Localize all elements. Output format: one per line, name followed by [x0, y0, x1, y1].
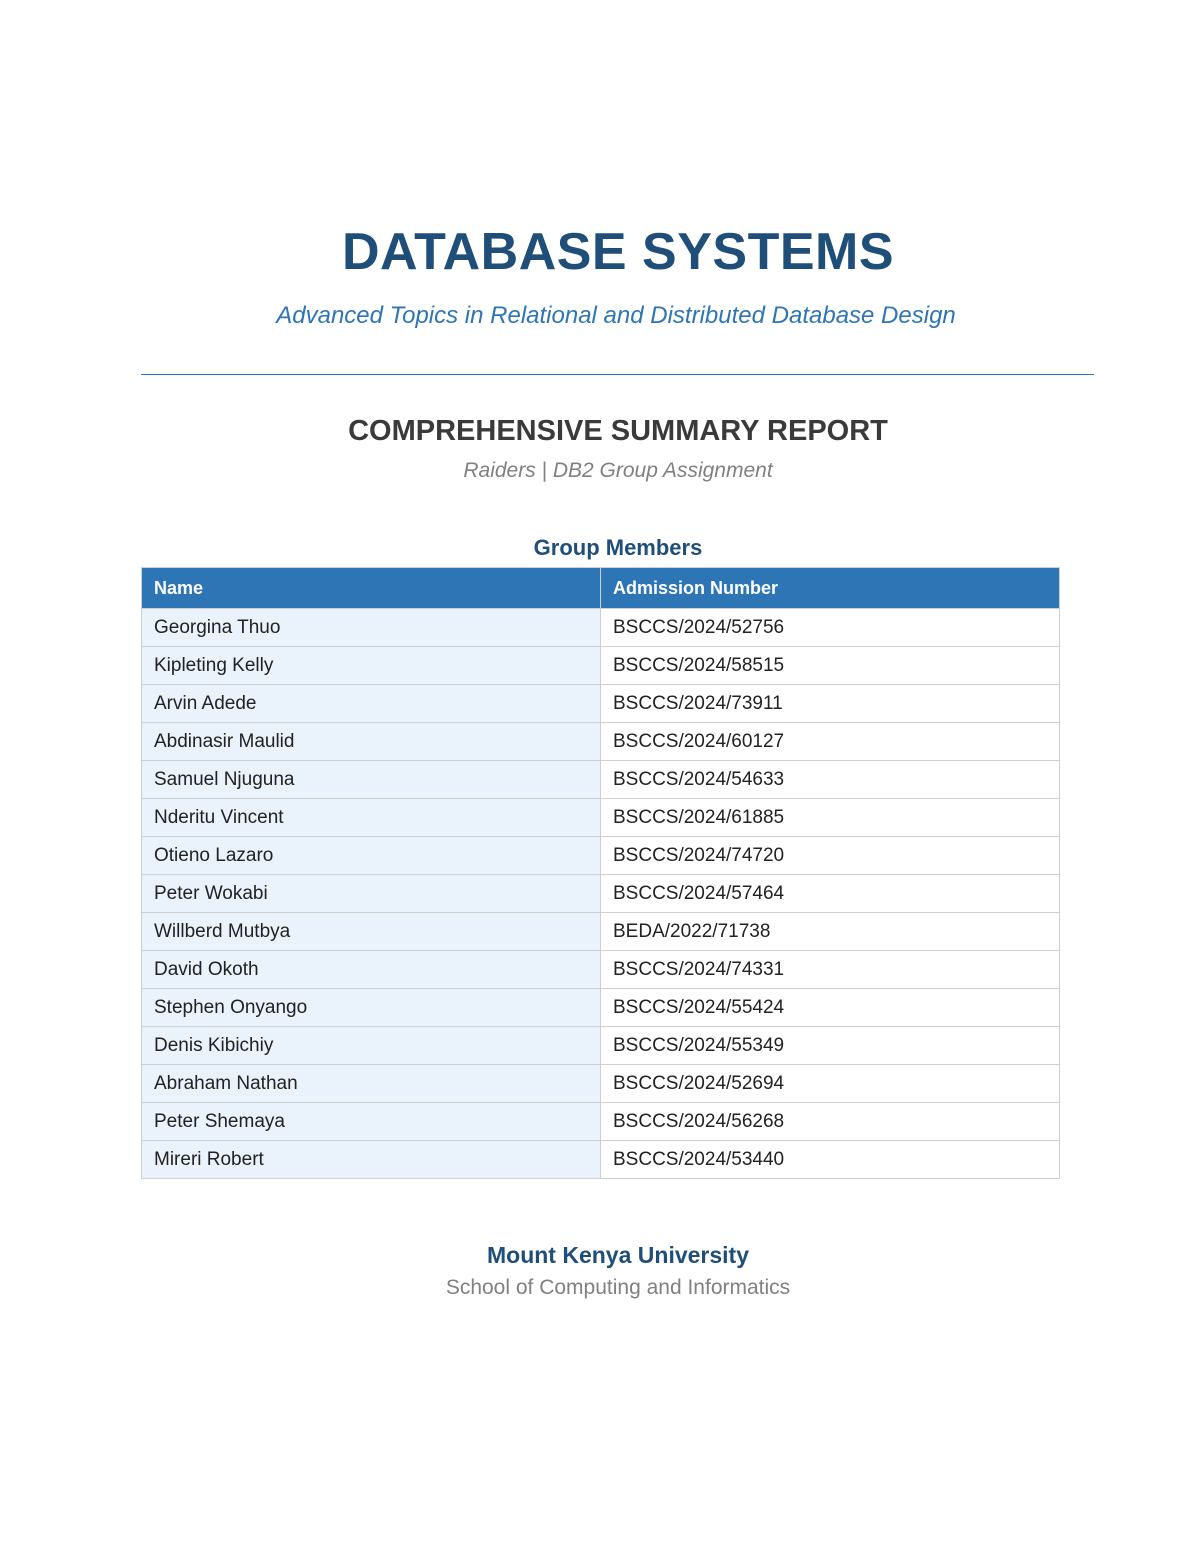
table-row	[142, 1103, 1060, 1141]
admission-number-cell: BSCCS/2024/53440	[601, 1141, 1060, 1179]
table-row	[142, 723, 1060, 761]
school-name: School of Computing and Informatics	[445, 1276, 791, 1299]
table-row	[142, 799, 1060, 837]
table-row	[142, 1027, 1060, 1065]
admission-number-cell: BSCCS/2024/61885	[601, 799, 1060, 837]
member-name-cell: Samuel Njuguna	[142, 761, 601, 799]
member-name-cell: David Okoth	[142, 951, 601, 989]
admission-number-cell: BSCCS/2024/55349	[601, 1027, 1060, 1065]
table-row	[142, 761, 1060, 799]
report-title: COMPREHENSIVE SUMMARY REPORT	[348, 415, 888, 447]
table-row	[142, 913, 1060, 951]
column-header-admission: Admission Number	[601, 568, 1060, 609]
member-name-cell: Willberd Mutbya	[142, 913, 601, 951]
admission-number-cell: BSCCS/2024/54633	[601, 761, 1060, 799]
admission-number-cell: BSCCS/2024/56268	[601, 1103, 1060, 1141]
member-name-cell: Georgina Thuo	[142, 609, 601, 647]
member-name-cell: Denis Kibichiy	[142, 1027, 601, 1065]
admission-number-cell: BSCCS/2024/57464	[601, 875, 1060, 913]
admission-number-cell: BSCCS/2024/58515	[601, 647, 1060, 685]
admission-number-cell: BSCCS/2024/52694	[601, 1065, 1060, 1103]
admission-number-cell: BSCCS/2024/74331	[601, 951, 1060, 989]
admission-number-cell: BSCCS/2024/55424	[601, 989, 1060, 1027]
member-name-cell: Kipleting Kelly	[142, 647, 601, 685]
table-row	[142, 837, 1060, 875]
document-subtitle: Advanced Topics in Relational and Distributed Database Design	[276, 302, 956, 329]
document-title: DATABASE SYSTEMS	[341, 223, 895, 281]
admission-number-cell: BEDA/2022/71738	[601, 913, 1060, 951]
member-name-cell: Otieno Lazaro	[142, 837, 601, 875]
member-name-cell: Stephen Onyango	[142, 989, 601, 1027]
table-header-row	[142, 568, 1060, 609]
members-heading: Group Members	[533, 535, 703, 560]
university-name: Mount Kenya University	[487, 1242, 749, 1268]
table-row	[142, 989, 1060, 1027]
table-row	[142, 951, 1060, 989]
member-name-cell: Peter Shemaya	[142, 1103, 601, 1141]
table-row	[142, 1065, 1060, 1103]
member-name-cell: Peter Wokabi	[142, 875, 601, 913]
report-subtitle: Raiders | DB2 Group Assignment	[463, 459, 773, 482]
members-table-body	[142, 609, 1060, 1179]
table-row	[142, 647, 1060, 685]
column-header-name: Name	[142, 568, 601, 609]
table-row	[142, 609, 1060, 647]
table-row	[142, 875, 1060, 913]
admission-number-cell: BSCCS/2024/52756	[601, 609, 1060, 647]
member-name-cell: Nderitu Vincent	[142, 799, 601, 837]
admission-number-cell: BSCCS/2024/74720	[601, 837, 1060, 875]
table-row	[142, 1141, 1060, 1179]
table-row	[142, 685, 1060, 723]
member-name-cell: Abraham Nathan	[142, 1065, 601, 1103]
member-name-cell: Arvin Adede	[142, 685, 601, 723]
members-table	[141, 567, 1060, 1179]
admission-number-cell: BSCCS/2024/60127	[601, 723, 1060, 761]
admission-number-cell: BSCCS/2024/73911	[601, 685, 1060, 723]
horizontal-divider	[141, 374, 1094, 375]
member-name-cell: Abdinasir Maulid	[142, 723, 601, 761]
member-name-cell: Mireri Robert	[142, 1141, 601, 1179]
